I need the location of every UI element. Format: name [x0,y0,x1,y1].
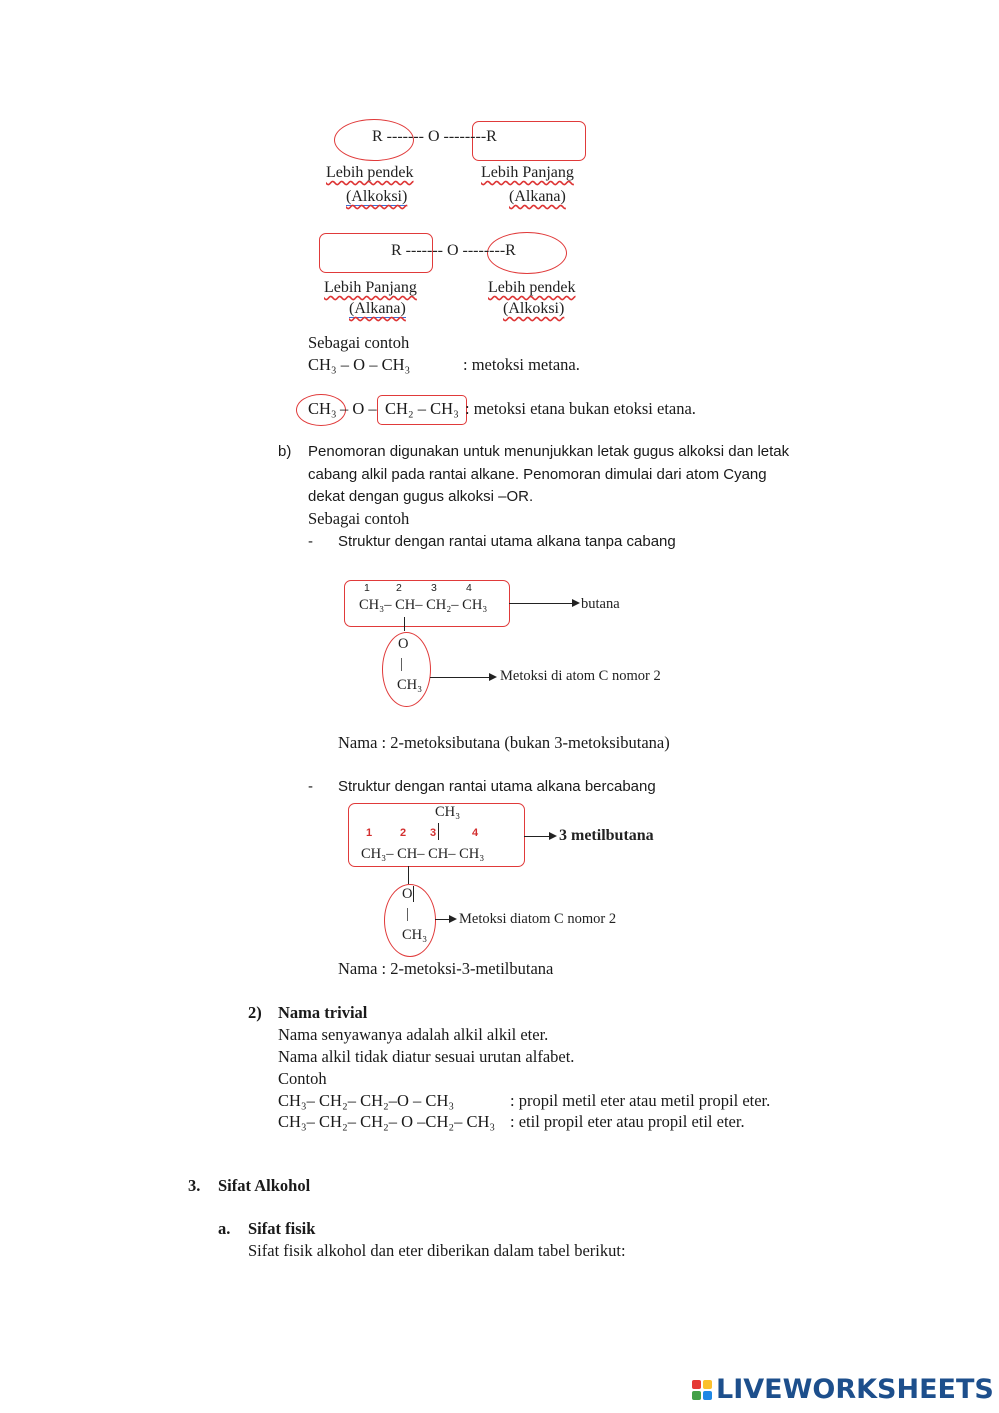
section-2-title: Nama trivial [278,1003,368,1022]
carbon-number: 1 [366,827,373,839]
trivial-desc-1: : propil metil eter atau metil propil eter. [510,1091,771,1110]
section-b-marker: b) [278,443,292,460]
alkane-sub: (Alkana) [349,300,406,317]
oxygen-atom: O [398,636,409,652]
trivial-desc-2: : etil propil eter atau propil etil eter. [510,1112,745,1131]
example-formula-1: CH₃ – O – CH₃ [308,355,411,374]
alkoxy-sub: (Alkoksi) [346,188,408,205]
methyl-group: CH₃ [402,927,428,943]
subsection-a-text: Sifat fisik alkohol dan eter diberikan dalam tabel berikut: [248,1241,626,1260]
example-formula-2b: – O – [340,399,377,418]
arrow-head [489,673,497,681]
shorter-label: Lebih pendek [488,279,576,296]
subsection-a-title: Sifat fisik [248,1219,316,1238]
longer-label: Lebih Panjang [481,164,574,181]
carbon-number: 3 [430,827,437,839]
section-2-line3: Contoh [278,1069,327,1088]
bond-line [408,866,409,884]
section-2-marker: 2) [248,1003,262,1022]
example-formula-2a: CH₃ [308,399,337,418]
trivial-formula-2: CH₃– CH₂– CH₂– O –CH₂– CH₃ [278,1112,496,1131]
bullet-dash: - [308,778,313,795]
methyl-group: CH₃ [397,677,423,693]
oxygen-atom: O [402,886,413,902]
section-2-line2: Nama alkil tidak diatur sesuai urutan alfabet. [278,1047,575,1066]
section-3-title: Sifat Alkohol [218,1176,311,1195]
carbon-number: 1 [364,582,370,594]
methoxy-label: Metoksi diatom C nomor 2 [459,911,617,927]
arrow-line [509,603,573,604]
arrow-head [449,915,457,923]
carbon-number: 2 [400,827,407,839]
shorter-label: Lebih pendek [326,164,414,181]
section-2-line1: Nama senyawanya adalah alkil alkil eter. [278,1025,549,1044]
arrow-line [430,677,490,678]
bullet-dash: - [308,533,313,550]
methylbutane-label: 3 metilbutana [559,827,654,844]
compound-name-1: Nama : 2-metoksibutana (bukan 3-metoksibutana) [338,733,670,752]
bond-line [413,886,414,902]
carbon-number: 4 [472,827,479,839]
example-desc-2: : metoksi etana bukan etoksi etana. [465,399,696,418]
arrow-head [572,599,580,607]
methoxy-label: Metoksi di atom C nomor 2 [500,668,661,684]
section-b-example-heading: Sebagai contoh [308,509,410,528]
arrow-line [524,836,550,837]
compound-name-2: Nama : 2-metoksi-3-metilbutana [338,959,554,978]
methylbutane-chain: CH₃– CH– CH– CH₃ [361,846,485,862]
bullet-text-1: Struktur dengan rantai utama alkana tanpa cabang [338,533,676,550]
arrow-head [549,832,557,840]
section-b-line2: cabang alkil pada rantai alkane. Penomoran dimulai dari atom Cyang [308,466,767,483]
logo-icon [692,1380,712,1400]
alkoxy-sub: (Alkoksi) [503,300,565,317]
bond-bar: | [400,656,403,672]
logo-text: LIVEWORKSHEETS [716,1374,994,1405]
liveworksheets-logo[interactable] [692,1374,994,1405]
longer-label: Lebih Panjang [324,279,417,296]
section-b-line1: Penomoran digunakan untuk menunjukkan letak gugus alkoksi dan letak [308,443,790,460]
example-formula-2c: CH₂ – CH₃ [385,399,459,418]
subsection-a-marker: a. [218,1219,231,1238]
carbon-number: 3 [431,582,437,594]
bullet-text-2: Struktur dengan rantai utama alkana bercabang [338,778,656,795]
methyl-branch: CH₃ [435,804,461,820]
alkane-sub: (Alkana) [509,188,566,205]
carbon-number: 2 [396,582,402,594]
butane-label: butana [581,596,620,612]
section-3-marker: 3. [188,1176,201,1195]
bond-bar: | [406,906,409,922]
arrow-line [435,919,450,920]
example-heading: Sebagai contoh [308,333,410,352]
butane-chain: CH₃– CH– CH₂– CH₃ [359,597,488,613]
ether-formula: R ------- O --------R [391,242,516,259]
bond-line [438,823,439,840]
carbon-number: 4 [466,582,472,594]
ether-formula: R ------- O --------R [372,128,497,145]
section-b-line3: dekat dengan gugus alkoksi –OR. [308,488,534,505]
bond-line [404,617,405,631]
example-desc-1: : metoksi metana. [463,355,580,374]
trivial-formula-1: CH₃– CH₂– CH₂–O – CH₃ [278,1091,455,1110]
